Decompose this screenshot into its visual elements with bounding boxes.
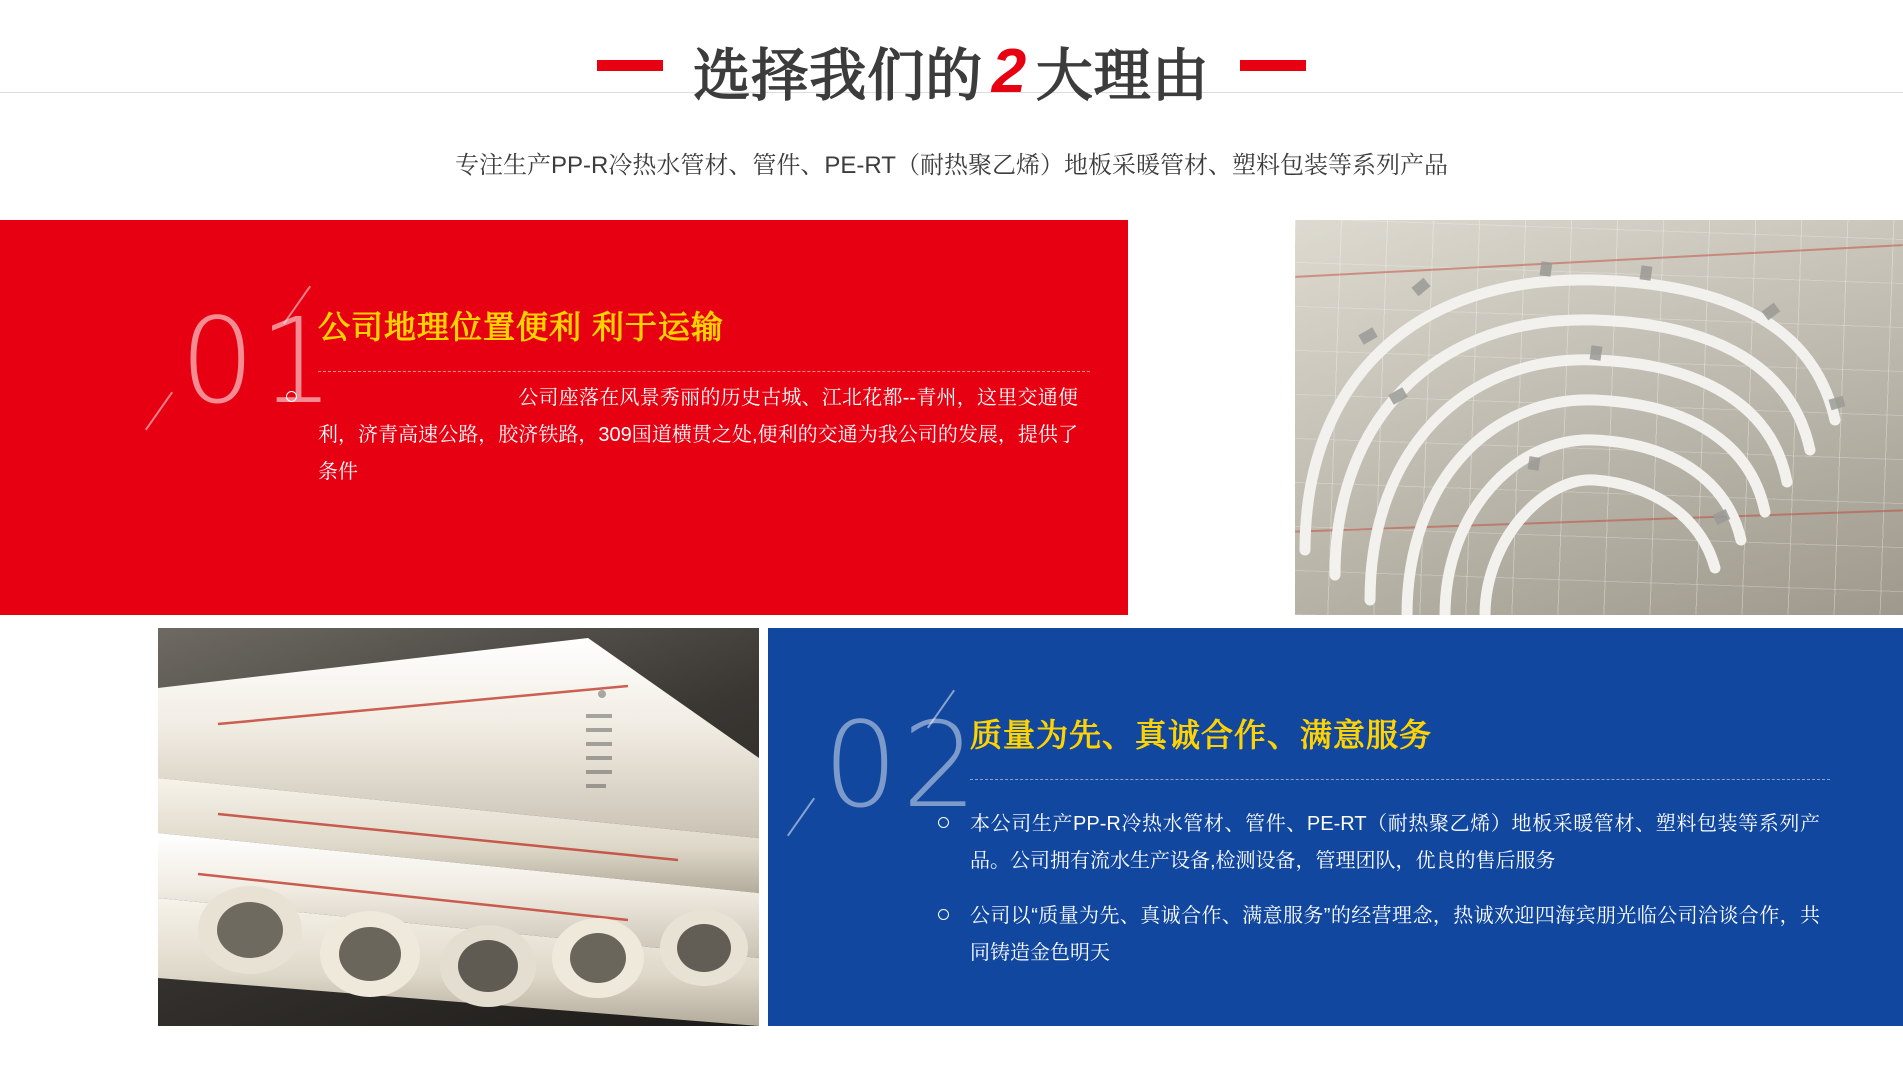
title-dash-left — [597, 60, 663, 71]
bullet-circle-icon — [938, 909, 949, 920]
reason-02-title: 质量为先、真诚合作、满意服务 — [970, 717, 1433, 753]
reason-02-panel — [768, 628, 1903, 1026]
title-text-prefix: 选择我们的 — [693, 44, 984, 108]
reason-02-bullet-text-1: 本公司生产PP-R冷热水管材、管件、PE-RT（耐热聚乙烯）地板采暖管材、塑料包装等系列产品。公司拥有流水生产设备,检测设备，管理团队，优良的售后服务 — [970, 813, 1820, 872]
reason-01-header — [318, 302, 1090, 372]
reason-02-photo — [158, 628, 759, 1026]
numeral-slash-bottom-icon — [145, 392, 173, 431]
title-dash-right — [1240, 60, 1306, 71]
reason-02-bullet-text-2: 公司以“质量为先、真诚合作、满意服务”的经营理念，热诚欢迎四海宾朋光临公司洽谈合作，共同铸造金色明天 — [970, 905, 1820, 964]
title-text-suffix: 大理由 — [1035, 44, 1210, 108]
title-number: 2 — [991, 36, 1028, 106]
page-subtitle: 专注生产PP-R冷热水管材、管件、PE-RT（耐热聚乙烯）地板采暖管材、塑料包装等系列产品 — [455, 152, 1448, 179]
bullet-circle-icon — [938, 817, 949, 828]
list-item — [938, 806, 1838, 880]
list-item — [938, 898, 1838, 972]
photo-pipe-illustration — [1295, 220, 1903, 615]
reason-01-numeral: 01 — [180, 292, 339, 430]
page-title — [0, 30, 1903, 112]
reason-02-bullets — [938, 806, 1838, 990]
bullet-circle-icon — [286, 391, 297, 402]
photo-pipes-illustration — [158, 628, 759, 1026]
reason-card-01 — [0, 220, 1903, 615]
reason-01-title: 公司地理位置便利 利于运输 — [318, 309, 724, 345]
reason-02-divider — [970, 779, 1830, 780]
reason-01-panel — [0, 220, 1128, 615]
page-header — [0, 0, 1903, 200]
reason-01-bullet-text: 公司座落在风景秀丽的历史古城、江北花都--青州，这里交通便利，济青高速公路，胶济铁路，309国道横贯之处,便利的交通为我公司的发展，提供了条件 — [318, 387, 1078, 483]
reason-01-photo — [1295, 220, 1903, 615]
reason-01-divider — [318, 371, 1090, 372]
numeral-slash-bottom-icon — [787, 798, 815, 837]
reason-01-bullets — [286, 380, 1086, 505]
reason-card-02 — [0, 628, 1903, 1026]
reason-02-numeral: 02 — [823, 696, 982, 834]
list-item — [286, 380, 1086, 491]
reason-02-header — [970, 710, 1830, 780]
